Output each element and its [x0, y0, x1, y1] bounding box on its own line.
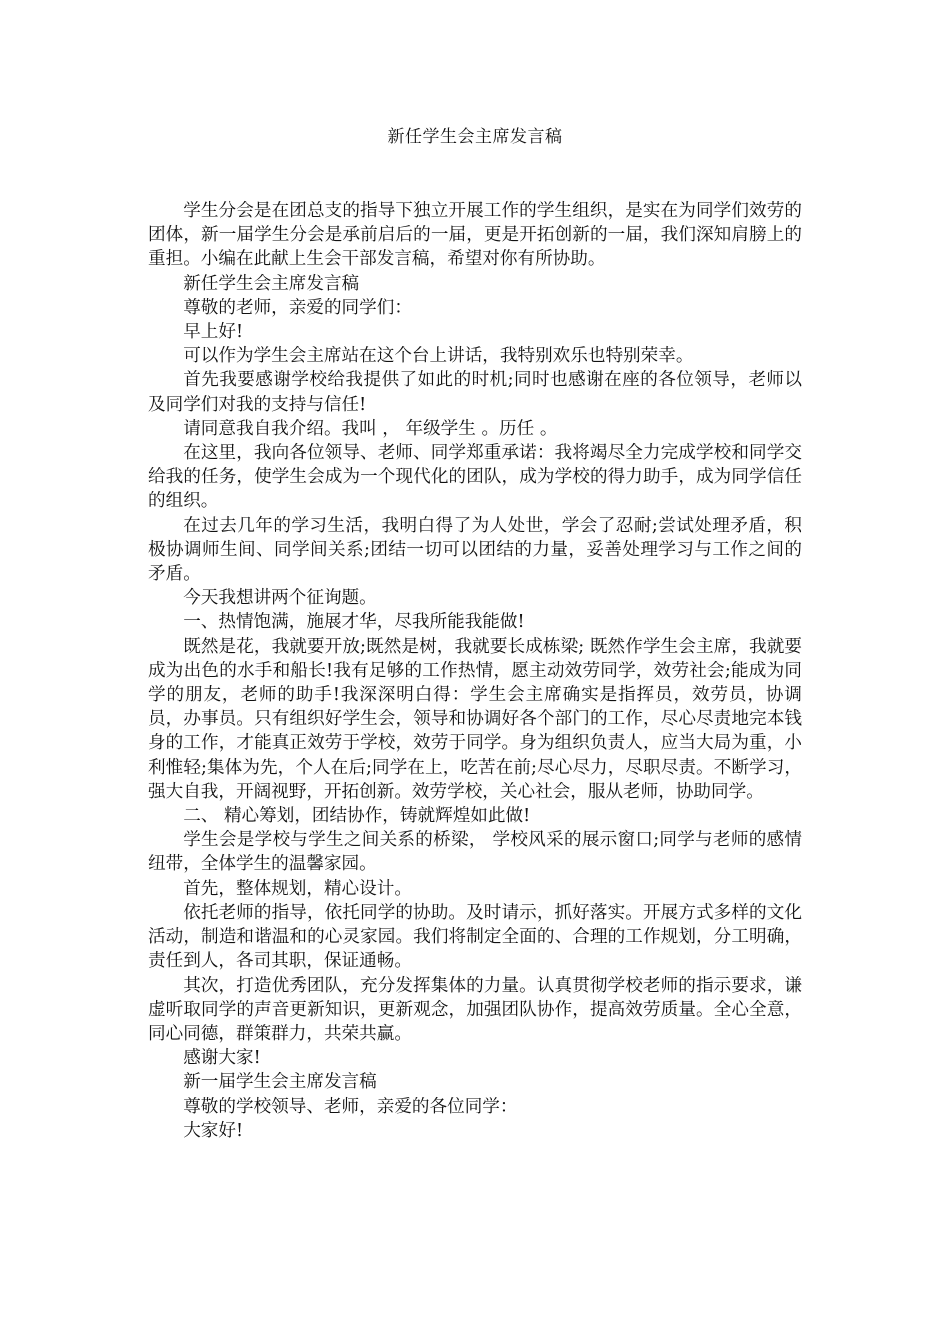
paragraph: 今天我想讲两个征询题。 [183, 588, 377, 609]
paragraph: 首先我要感谢学校给我提供了如此的时机;同时也感谢在座的各位领导，老师以及同学们对我的支持与信任! [148, 370, 802, 415]
document-title: 新任学生会主席发言稿 [387, 127, 563, 147]
paragraph: 请同意我自我介绍。我叫 ， 年级学生 。历任 。 [183, 418, 558, 439]
paragraph-heading-one: 一、热情饱满，施展才华，尽我所能我能做! [183, 612, 525, 633]
paragraph: 可以作为学生会主席站在这个台上讲话，我特别欢乐也特别荣幸。 [183, 346, 694, 367]
paragraph-intro: 学生分会是在团总支的指导下独立开展工作的学生组织，是实在为同学们效劳的团体，新一届学生分会是承前启后的一届，更是开拓创新的一届，我们深知肩膀上的重担。小编在此献上生会干部发言稿，希望对你有所协助。 [148, 201, 802, 270]
paragraph-salutation: 尊敬的老师，亲爱的同学们： [183, 297, 412, 318]
paragraph: 在过去几年的学习生活，我明白得了为人处世，学会了忍耐;尝试处理矛盾，积极协调师生间、同学间关系;团结一切可以团结的力量，妥善处理学习与工作之间的矛盾。 [148, 515, 802, 585]
paragraph: 既然是花，我就要开放;既然是树，我就要长成栋梁; 既然作学生会主席，我就要成为出色的水手和船长!我有足够的工作热情，愿主动效劳同学，效劳社会;能成为同学的朋友，老师的助手!我深深明白得：学生会主席确实是指挥员，效劳员，协调员，办事员。只有组织好学生会，领导和协调好各个部门的工作，尽心尽责地完本钱身的工作，才能真正效劳于学校，效劳于同学。身为组织负责人，应当大局为重，小利惟轻;集体为先，个人在后;同学在上，吃苦在前;尽心尽力，尽职尽责。不断学习，强大自我，开阔视野，开拓创新。效劳学校，关心社会，服从老师，协助同学。 [148, 636, 802, 802]
paragraph: 其次，打造优秀团队，充分发挥集体的力量。认真贯彻学校老师的指示要求，谦虚听取同学的声音更新知识，更新观念，加强团队协作，提高效劳质量。全心全意，同心同德，群策群力，共荣共赢。 [148, 975, 802, 1044]
paragraph-heading-two: 二、 精心筹划，团结协作，铸就辉煌如此做! [183, 806, 531, 827]
paragraph-greeting-2: 大家好! [183, 1120, 244, 1141]
paragraph-salutation-2: 尊敬的学校领导、老师，亲爱的各位同学： [183, 1096, 518, 1117]
paragraph: 在这里，我向各位领导、老师、同学郑重承诺：我将竭尽全力完成学校和同学交给我的任务，使学生会成为一个现代化的团队，成为学校的得力助手，成为同学信任的组织。 [148, 443, 802, 512]
paragraph-speech-title: 新任学生会主席发言稿 [183, 273, 360, 294]
paragraph: 依托老师的指导，依托同学的协助。及时请示，抓好落实。开展方式多样的文化活动，制造和谐温和的心灵家园。我们将制定全面的、合理的工作规划，分工明确，责任到人，各司其职，保证通畅。 [148, 902, 802, 972]
paragraph-greeting: 早上好! [183, 322, 244, 343]
paragraph: 首先，整体规划，精心设计。 [183, 878, 412, 899]
document-body [148, 199, 802, 1143]
paragraph-closing: 感谢大家! [183, 1048, 261, 1069]
paragraph-speech-title-2: 新一届学生会主席发言稿 [183, 1072, 377, 1093]
paragraph: 学生会是学校与学生之间关系的桥梁， 学校风采的展示窗口;同学与老师的感情纽带，全体学生的温馨家园。 [148, 830, 802, 875]
